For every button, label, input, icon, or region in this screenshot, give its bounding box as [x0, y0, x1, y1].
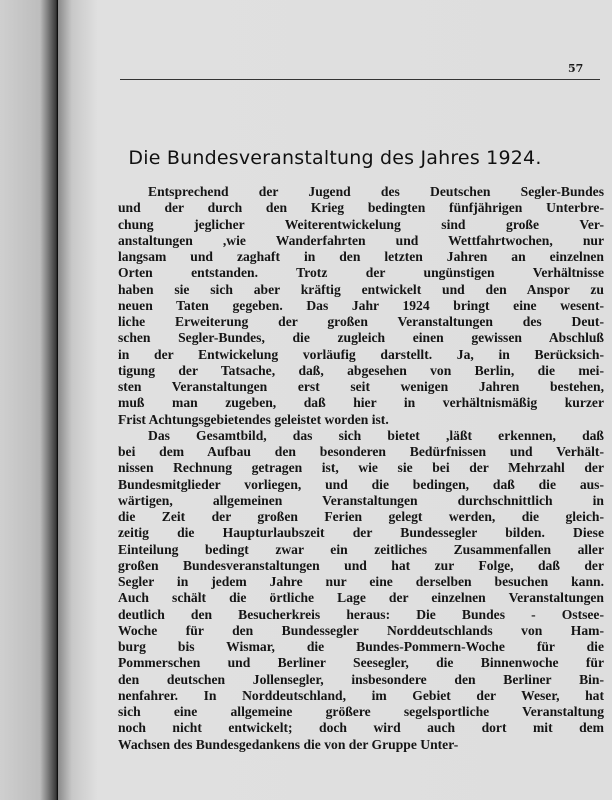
text-line: langsam und zaghaft in den letzten Jahren an einzelnen: [118, 249, 604, 264]
text-line: die Zeit der großen Ferien gelegt werden, die gleich-: [118, 509, 604, 524]
text-line: sich eine allgemeine größere segelsportliche Veranstaltung: [118, 704, 604, 719]
page-number: 57: [568, 62, 584, 75]
text-line: Segler in jedem Jahre nur eine derselben besuchen kann.: [118, 574, 604, 589]
text-line: Entsprechend der Jugend des Deutschen Segler-Bundes: [148, 184, 604, 199]
paragraph-1: [118, 184, 604, 428]
text-line: Auch schält die örtliche Lage der einzelnen Veranstaltungen: [118, 590, 604, 606]
text-line: noch nicht entwickelt; doch wird auch dort mit dem: [118, 720, 604, 736]
text-line: tigung der Tatsache, daß, abgesehen von Berlin, die mei-: [118, 362, 604, 378]
text-line: anstaltungen ,wie Wanderfahrten und Wettfahrtwochen, nur: [118, 232, 604, 248]
text-line: großen Bundesveranstaltungen und hat zur Folge, daß der: [118, 557, 604, 573]
book-page: [58, 0, 612, 800]
text-line: Bundesmitglieder vorliegen, und die bedingen, daß die aus-: [118, 476, 604, 492]
text-line: in der Entwickelung vorläufig darstellt. Ja, in Berücksich-: [118, 346, 604, 362]
text-line: Orten entstanden. Trotz der ungünstigen Verhältnisse: [118, 265, 604, 281]
text-line: chung jeglicher Weiterentwickelung sind große Ver-: [118, 216, 604, 232]
text-line: und der durch den Krieg bedingten fünfjährigen Unterbre-: [118, 200, 604, 216]
text-line: den deutschen Jollensegler, insbesondere den Berliner Bin-: [118, 671, 604, 687]
page-title: Die Bundesveranstaltung des Jahres 1924.: [128, 147, 542, 169]
text-line: neuen Taten gegeben. Das Jahr 1924 bringt eine wesent-: [118, 297, 604, 313]
text-line: muß man zugeben, daß hier in verhältnismäßig kurzer: [118, 395, 604, 411]
text-line: wärtigen, allgemeinen Veranstaltungen durchschnittlich in: [118, 492, 604, 508]
text-line: deutlich den Besucherkreis heraus: Die Bundes - Ostsee-: [118, 606, 604, 622]
text-line: schen Segler-Bundes, die zugleich einen gewissen Abschluß: [118, 330, 604, 346]
text-line: nenfahrer. In Norddeutschland, im Gebiet der Weser, hat: [118, 687, 604, 703]
text-line: nissen Rechnung getragen ist, wie sie bei der Mehrzahl der: [118, 460, 604, 476]
text-line: Einteilung bedingt zwar ein zeitliches Zusammenfallen aller: [118, 541, 604, 557]
text-line: Pommerschen und Berliner Seesegler, die Binnenwoche für: [118, 655, 604, 671]
body-text: [118, 184, 604, 753]
text-line: zeitig die Haupturlaubszeit der Bundessegler bilden. Diese: [118, 525, 604, 541]
text-line: Das Gesamtbild, das sich bietet ,läßt erkennen, daß: [148, 427, 604, 443]
text-line: Woche für den Bundessegler Norddeutschlands von Ham-: [118, 622, 604, 638]
header-rule: [120, 79, 600, 80]
text-line: sten Veranstaltungen erst seit wenigen Jahren bestehen,: [118, 379, 604, 394]
facing-page-edge: [0, 0, 58, 800]
paragraph-2: [118, 428, 604, 753]
text-line: liche Erweiterung der großen Veranstaltungen des Deut-: [118, 314, 604, 329]
text-line: haben sie sich aber kräftig entwickelt und den Anspor zu: [118, 281, 604, 297]
text-line: Frist Achtungsgebietendes geleistet worden ist.: [118, 411, 389, 427]
text-line: burg bis Wismar, die Bundes-Pommern-Woche für die: [118, 639, 604, 654]
text-line: Wachsen des Bundesgedankens die von der Gruppe Unter-: [118, 736, 459, 752]
text-line: bei dem Aufbau den besonderen Bedürfnissen und Verhält-: [118, 444, 604, 459]
